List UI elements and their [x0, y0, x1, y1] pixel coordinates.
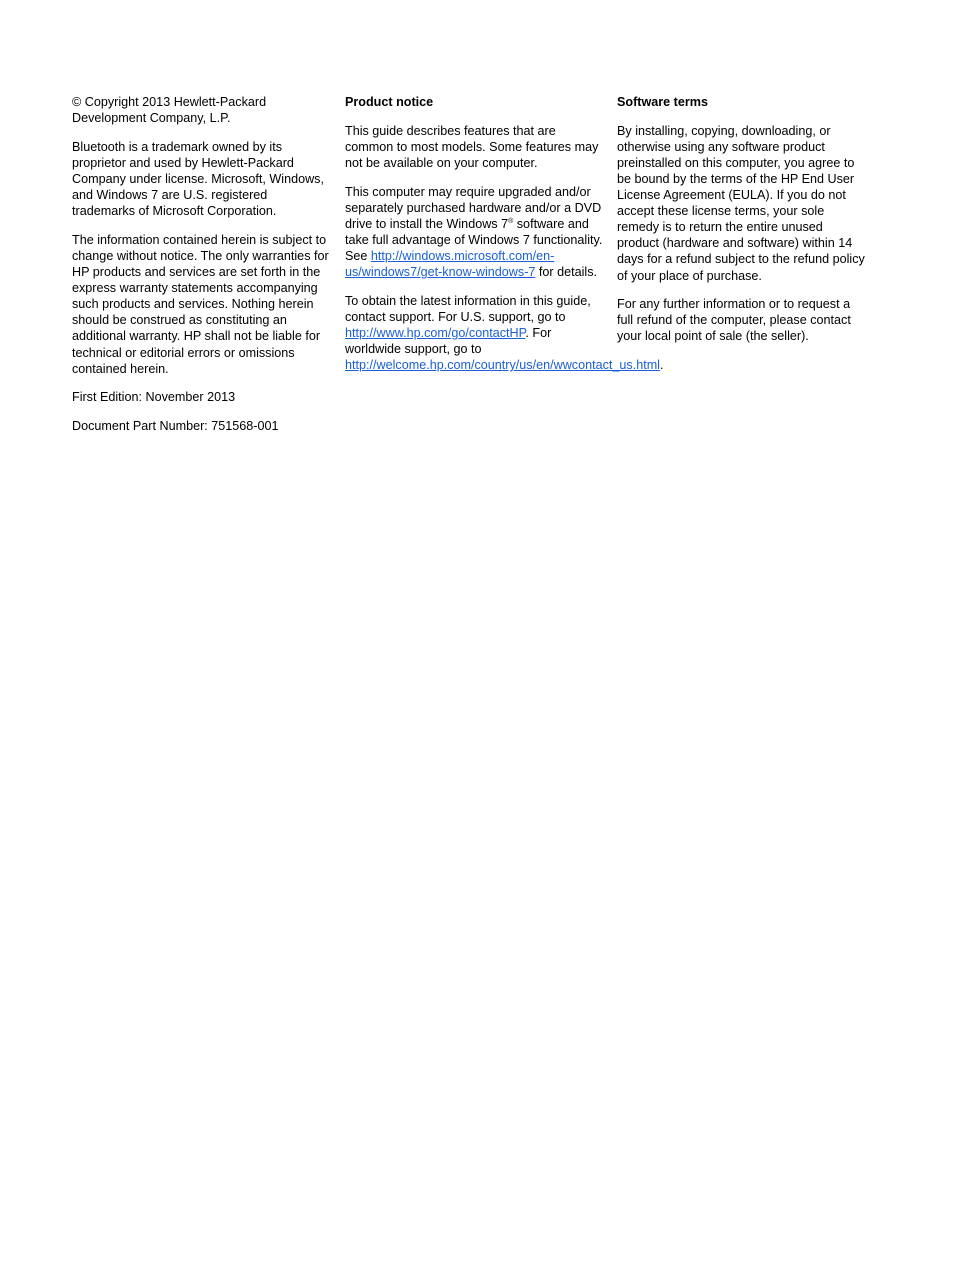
- product-notice-text: . For worldwide support, go to: [345, 325, 552, 356]
- software-terms-paragraph-1: By installing, copying, downloading, or otherwise using any software product preinstalled on this computer, you agree to be bound by the terms of the HP End User License Agreement (EULA). If you do not accept these license terms, your sole remedy is to return the entire unused product (hardware and software) within 14 days for a refund subject to the refund policy of your place of purchase.: [617, 123, 865, 283]
- trademark-text: Bluetooth is a trademark owned by its proprietor and used by Hewlett-Packard Company under license. Microsoft, Windows, and Windows 7 are U.S. registered trademarks of Microsoft Corporation.: [72, 139, 324, 219]
- windows-microsoft-link[interactable]: http://windows.microsoft.com/en-us/windows7/get-know-windows-7: [345, 248, 555, 280]
- product-notice-text: This computer may require upgraded and/or separately purchased hardware and/or a DVD drive to install the Windows 7: [345, 184, 602, 231]
- registered-mark: ®: [508, 217, 514, 225]
- product-notice-paragraph-1: This guide describes features that are common to most models. Some features may not be available on your computer.: [345, 123, 599, 170]
- product-notice-text: software and take full advantage of Windows 7 functionality. See: [345, 216, 603, 263]
- disclaimer-text: The information contained herein is subject to change without notice. The only warranties for HP products and services are set forth in the express warranty statements accompanying such products and services. Nothing herein should be construed as constituting an additional warranty. HP shall not be liable for technical or editorial errors or omissions contained herein.: [72, 232, 329, 376]
- legal-column: [72, 94, 330, 447]
- part-number-text: Document Part Number: 751568-001: [72, 418, 279, 433]
- software-terms-heading: Software terms: [617, 95, 708, 109]
- software-terms-paragraph-2: For any further information or to request a full refund of the computer, please contact your local point of sale (the seller).: [617, 297, 851, 344]
- software-terms-column: [617, 94, 867, 357]
- product-notice-text: .: [660, 358, 664, 373]
- product-notice-text: To obtain the latest information in this guide, contact support. For U.S. support, go to: [345, 293, 591, 324]
- product-notice-text: for details.: [535, 265, 597, 280]
- product-notice-paragraph-3: [345, 293, 664, 373]
- copyright-text: © Copyright 2013 Hewlett-Packard Development Company, L.P.: [72, 95, 267, 126]
- hp-worldwide-contact-link[interactable]: http://welcome.hp.com/country/us/en/wwcontact_us.html: [345, 358, 660, 373]
- hp-contact-link[interactable]: http://www.hp.com/go/contactHP: [345, 325, 526, 340]
- edition-text: First Edition: November 2013: [72, 390, 236, 405]
- product-notice-heading: Product notice: [345, 95, 434, 109]
- product-notice-paragraph-2: [345, 184, 603, 281]
